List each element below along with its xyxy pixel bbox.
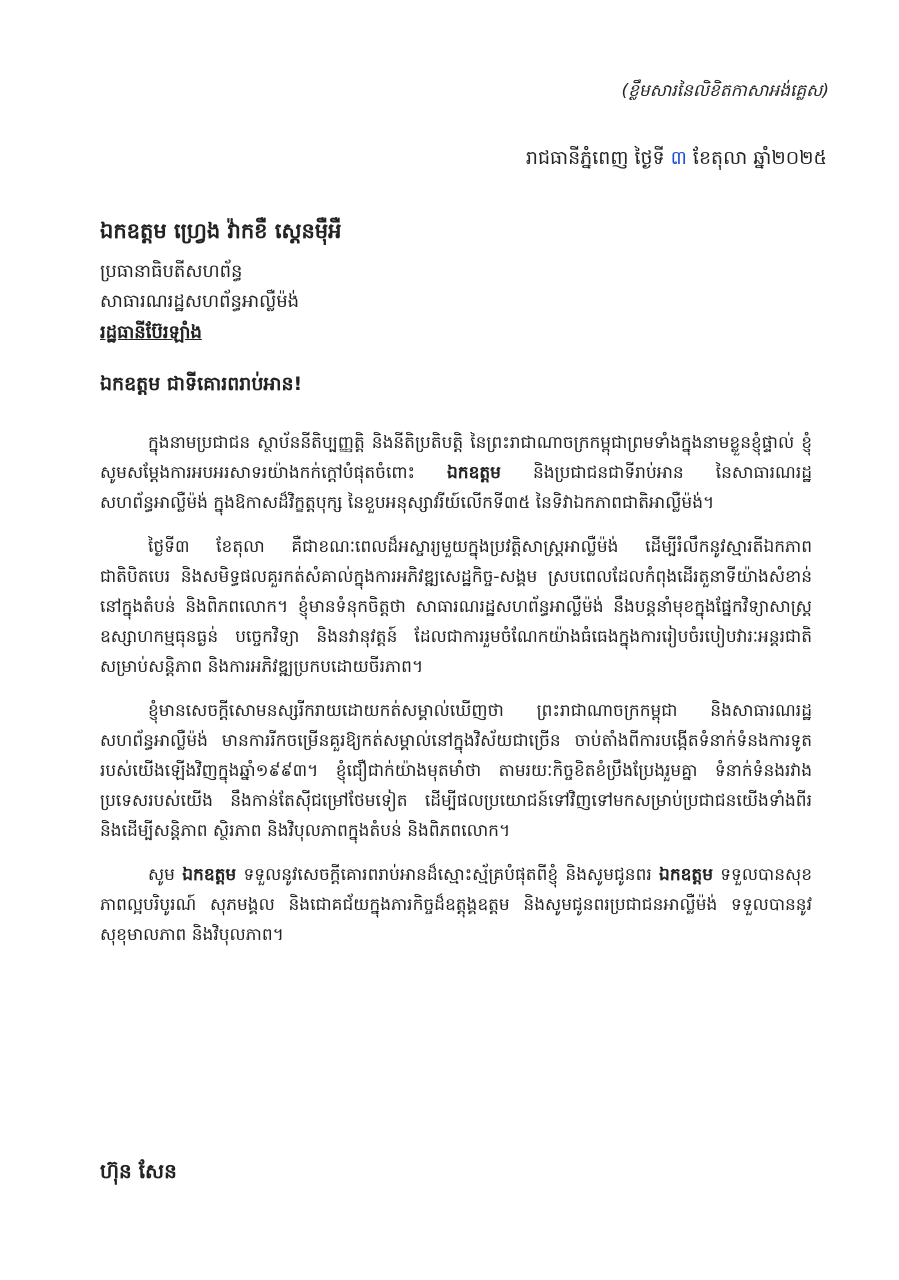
paragraph-4-bold-1: ឯកឧត្តម [182,865,237,885]
recipient-country: សាធារណរដ្ឋសហព័ន្ធអាល្លឺម៉ង់ [100,291,300,312]
recipient-name: ឯកឧត្តម ហ្វ្រេង វ៉ាកខឺ ស្តេនម៉ឺអឺ [100,219,342,243]
letter-body [100,428,812,964]
paragraph-1-text-a: ក្នុងនាមប្រជាជន ស្ថាប័ននីតិប្បញ្ញត្តិ និងនីតិប្រតិបត្តិ នៃព្រះរាជាណាចក្រកម្ពុជាព្រមទាំងក្នុងនាមខ្លួនខ្ញុំផ្ទាល់ ខ្ញុំសូមសម្តែងការអបអរសាទរយ៉ាងកក់ក្តៅបំផុតចំពោះ [100,433,812,483]
dateline-day: ៣ [670,147,687,169]
paragraph-4 [100,860,812,950]
dateline-prefix: រាជធានីភ្នំពេញ ថ្ងៃទី [525,147,671,169]
paragraph-1-text-b: និងប្រជាជនជាទីរាប់អាន នៃសាធារណរដ្ឋសហព័ន្ធអាល្លឺម៉ង់ ក្នុងឱកាសដ៏វិក្ខត្តបុក្ស នៃខួបអនុស្សាវរីយ៍លើកទី៣៥ នៃទិវាឯកភាពជាតិអាល្លឺម៉ង់។ [100,463,813,513]
recipient-block [100,218,800,349]
salutation: ឯកឧត្តម ជាទីគោរពរាប់អាន! [100,373,303,395]
dateline-suffix: ខែតុលា ឆ្នាំ២០២៥ [686,147,827,169]
paragraph-2: ថ្ងៃទី៣ ខែតុលា គឺជាខណៈពេលដ៏អស្ចារ្យមួយក្នុងប្រវត្តិសាស្ត្រអាល្លឺម៉ង់ ដើម្បីរំលឹកនូវស្មារតីឯកភាពជាតិបិតបេរ និងសមិទ្ធផលគួរកត់សំគាល់ក្នុងការអភិវឌ្ឍសេដ្ឋកិច្ច-សង្គម ស្របពេលដែលកំពុងដើរតួនាទីយ៉ាងសំខាន់នៅក្នុងតំបន់ និងពិភពលោក។ ខ្ញុំមានទំនុកចិត្តថា សាធារណរដ្ឋសហព័ន្ធអាល្លឺម៉ង់ នឹងបន្តនាំមុខក្នុងផ្នែកវិទ្យាសាស្ត្រ ឧស្សាហកម្មធុនធ្ងន់ បច្ចេកវិទ្យា និងនវានុវត្តន៍ ដែលជាការរួមចំណែកយ៉ាងធំធេងក្នុងការរៀបចំរបៀបវារៈអន្តរជាតិសម្រាប់សន្តិភាព និងការអភិវឌ្ឍប្រកបដោយចីរភាព។ [100,537,812,677]
recipient-title: ប្រធានាធិបតីសហព័ន្ធ [100,261,243,282]
translation-note: (ខ្លឹមសារនៃលិខិតកាសាអង់គ្លេស) [621,81,829,101]
paragraph-1 [100,428,812,518]
paragraph-4-text-c: ទទួលបានសុខភាពល្អបរិបូរណ៍ សុភមង្គល និងជោគជ័យក្នុងភារកិច្ចដ៏ឧត្តុង្គឧត្តម និងសូមជូនពរប្រជាជនអាល្លឺម៉ង់ ទទួលបាននូវសុខុមាលភាព និងវិបុលភាព។ [100,865,812,945]
dateline [526,146,827,174]
recipient-city: រដ្ឋធានីប៊ែរឡាំង [100,322,202,343]
paragraph-4-text-a: សូម [148,865,183,885]
paragraph-4-text-b: ទទួលនូវសេចក្តីគោរពរាប់អានដ៏ស្មោះស្ម័គ្របំផុតពីខ្ញុំ និងសូមជូនពរ [236,865,660,885]
paragraph-3: ខ្ញុំមានសេចក្តីសោមនស្សរីករាយដោយកត់សម្គាល់ឃើញថា ព្រះរាជាណាចក្រកម្ពុជា និងសាធារណរដ្ឋសហព័ន្ធអាល្លឺម៉ង់ មានការរីកចម្រើនគួរឱ្យកត់សម្គាល់នៅក្នុងវិស័យជាច្រើន ចាប់តាំងពីការបង្កើតទំនាក់ទំនងការទូតរបស់យើងឡើងវិញក្នុងឆ្នាំ១៩៩៣។ ខ្ញុំជឿជាក់យ៉ាងមុតមាំថា តាមរយៈកិច្ចខិតខំប្រឹងប្រែងរួមគ្នា ទំនាក់ទំនងរវាងប្រទេសរបស់យើង នឹងកាន់តែស៊ីជម្រៅថែមទៀត ដើម្បីផលប្រយោជន៍ទៅវិញទៅមកសម្រាប់ប្រជាជនយើងទាំងពីរ និងដើម្បីសន្តិភាព ស្ថិរភាព និងវិបុលភាពក្នុងតំបន់ និងពិភពលោក។ [100,701,812,841]
paragraph-4-bold-2: ឯកឧត្តម [659,865,713,885]
signature-name: ហ៊ុន សែន [100,1159,177,1183]
paragraph-1-bold: ឯកឧត្តម [447,463,501,483]
